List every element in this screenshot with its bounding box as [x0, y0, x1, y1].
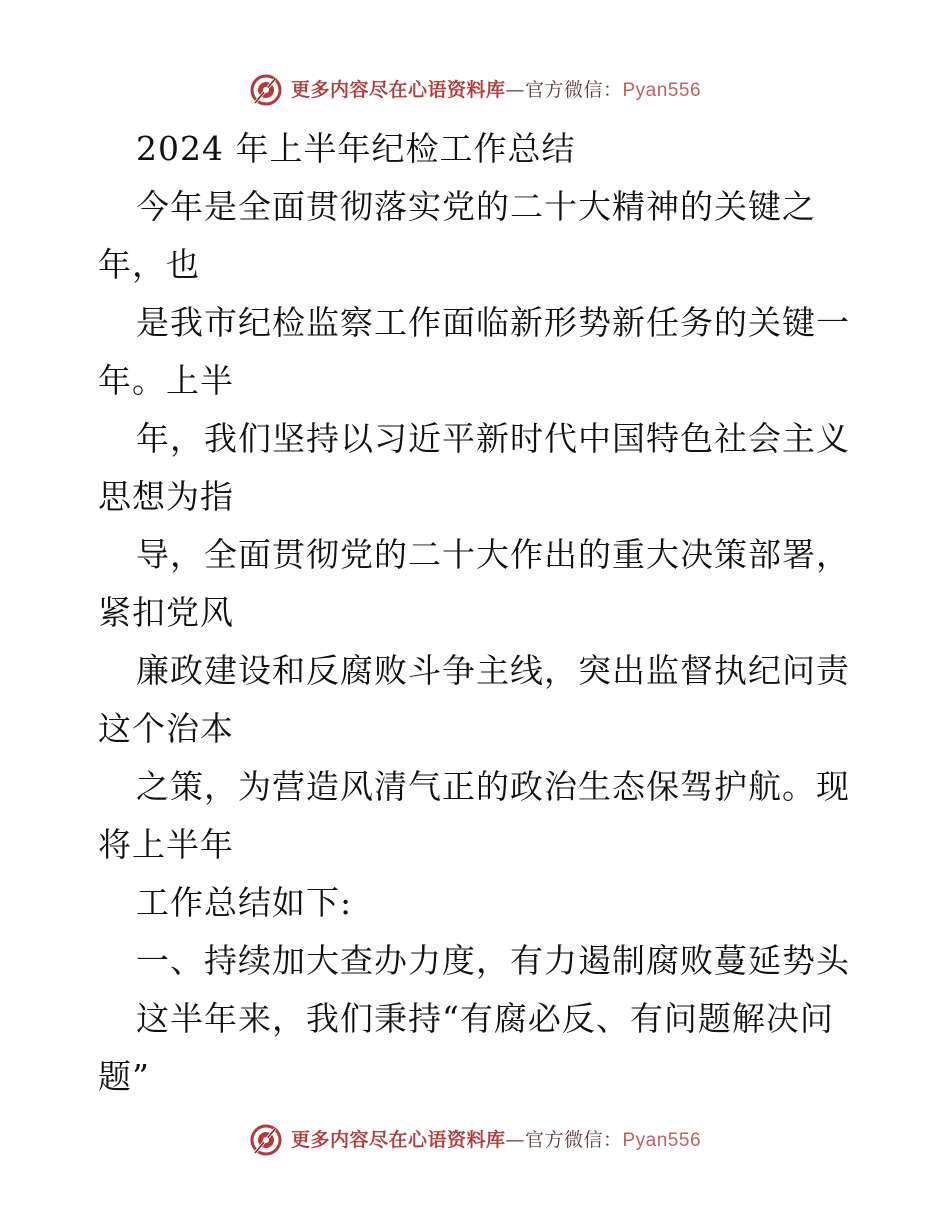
watermark-text [290, 1128, 702, 1151]
quill-seal-icon [249, 73, 283, 107]
text-line: 年，也 [98, 245, 200, 284]
text-line: 之策，为营造风清气正的政治生态保驾护航。现 [136, 767, 850, 806]
watermark-wechat-id: Pyan556 [622, 1129, 702, 1151]
text-line: 将上半年 [98, 825, 234, 864]
text-line: 工作总结如下: [136, 883, 353, 922]
document-title: 2024 年上半年纪检工作总结 [136, 129, 576, 168]
quill-seal-icon [249, 1123, 283, 1157]
watermark-dash: — [505, 78, 525, 101]
text-line: 题” [98, 1057, 150, 1096]
text-line: 紧扣党风 [98, 593, 234, 632]
watermark-main-text: 更多内容尽在心语资料库 [290, 1128, 506, 1151]
watermark-text [290, 78, 702, 101]
section-heading: 一、持续加大查办力度，有力遏制腐败蔓延势头 [136, 941, 850, 980]
text-line: 今年是全面贯彻落实党的二十大精神的关键之 [136, 187, 816, 226]
watermark-wechat-id: Pyan556 [622, 79, 702, 101]
text-line: 年。上半 [98, 361, 234, 400]
text-line: 廉政建设和反腐败斗争主线，突出监督执纪问责 [136, 651, 850, 690]
footer-watermark-banner [0, 1120, 950, 1160]
watermark-main-text: 更多内容尽在心语资料库 [290, 78, 506, 101]
watermark-wechat-label: 官方微信： [524, 1128, 623, 1151]
text-line: 这个治本 [98, 709, 234, 748]
text-line: 导，全面贯彻党的二十大作出的重大决策部署， [136, 535, 850, 574]
text-line: 思想为指 [98, 477, 234, 516]
text-line: 是我市纪检监察工作面临新形势新任务的关键一 [136, 303, 850, 342]
text-line: 年，我们坚持以习近平新时代中国特色社会主义 [136, 419, 850, 458]
watermark-wechat-label: 官方微信： [524, 78, 623, 101]
watermark-dash: — [505, 1128, 525, 1151]
header-watermark-banner [0, 70, 950, 110]
text-line: 这半年来，我们秉持“有腐必反、有问题解决问 [136, 999, 834, 1038]
